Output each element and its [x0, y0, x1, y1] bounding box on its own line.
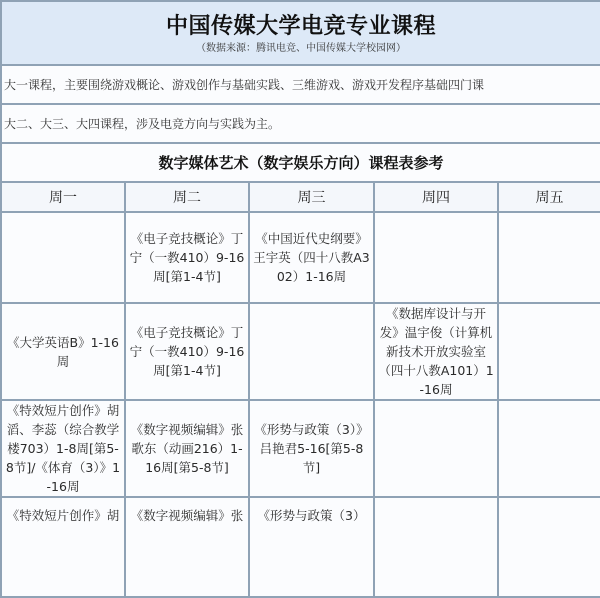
- course-cell: [1, 212, 125, 303]
- day-header-thursday: 周四: [374, 182, 498, 212]
- schedule-title-row: [1, 143, 600, 182]
- course-cell: 《数据库设计与开发》温宇俊（计算机新技术开放实验室（四十八教A101）1-16周: [374, 303, 498, 400]
- day-header-row: [1, 182, 600, 212]
- course-cell: 《形势与政策（3）》吕艳君5-16[第5-8节]: [249, 400, 374, 497]
- course-cell: 《电子竞技概论》丁宁（一教410）9-16周[第1-4节]: [125, 303, 249, 400]
- course-cell: [374, 212, 498, 303]
- day-header-wednesday: 周三: [249, 182, 374, 212]
- note-row: [1, 104, 600, 143]
- course-cell: [498, 303, 600, 400]
- upper-years-courses-note: 大二、大三、大四课程，涉及电竞方向与实践为主。: [1, 104, 600, 143]
- course-cell: 《形势与政策（3）: [249, 497, 374, 597]
- course-cell: 《特效短片创作》胡滔、李蕊（综合教学楼703）1-8周[第5-8节]/《体育（3）》1-16周: [1, 400, 125, 497]
- data-source-note: （数据来源：腾讯电竞、中国传媒大学校园网）: [196, 43, 406, 54]
- day-header-tuesday: 周二: [125, 182, 249, 212]
- course-cell: 《特效短片创作》胡: [1, 497, 125, 597]
- note-row: [1, 65, 600, 104]
- course-cell: 《数字视频编辑》张歌东（动画216）1-16周[第5-8节]: [125, 400, 249, 497]
- course-cell: [249, 303, 374, 400]
- course-cell: [498, 400, 600, 497]
- course-cell: 《大学英语B》1-16周: [1, 303, 125, 400]
- day-header-friday: 周五: [498, 182, 600, 212]
- title-row: [1, 1, 600, 65]
- course-cell: 《电子竞技概论》丁宁（一教410）9-16周[第1-4节]: [125, 212, 249, 303]
- freshman-courses-note: 大一课程，主要围绕游戏概论、游戏创作与基础实践、三维游戏、游戏开发程序基础四门课: [1, 65, 600, 104]
- table-row: [1, 400, 600, 497]
- course-cell: [374, 497, 498, 597]
- table-row: [1, 212, 600, 303]
- page-title: 中国传媒大学电竞专业课程: [165, 14, 436, 39]
- course-cell: [498, 497, 600, 597]
- day-header-monday: 周一: [1, 182, 125, 212]
- table-row: [1, 497, 600, 597]
- course-cell: 《数字视频编辑》张: [125, 497, 249, 597]
- table-row: [1, 303, 600, 400]
- course-cell: [498, 212, 600, 303]
- schedule-title: 数字媒体艺术（数字娱乐方向）课程表参考: [1, 143, 600, 182]
- course-cell: [374, 400, 498, 497]
- course-cell: 《中国近代史纲要》王宇英（四十八教A302）1-16周: [249, 212, 374, 303]
- title-cell: [1, 1, 600, 65]
